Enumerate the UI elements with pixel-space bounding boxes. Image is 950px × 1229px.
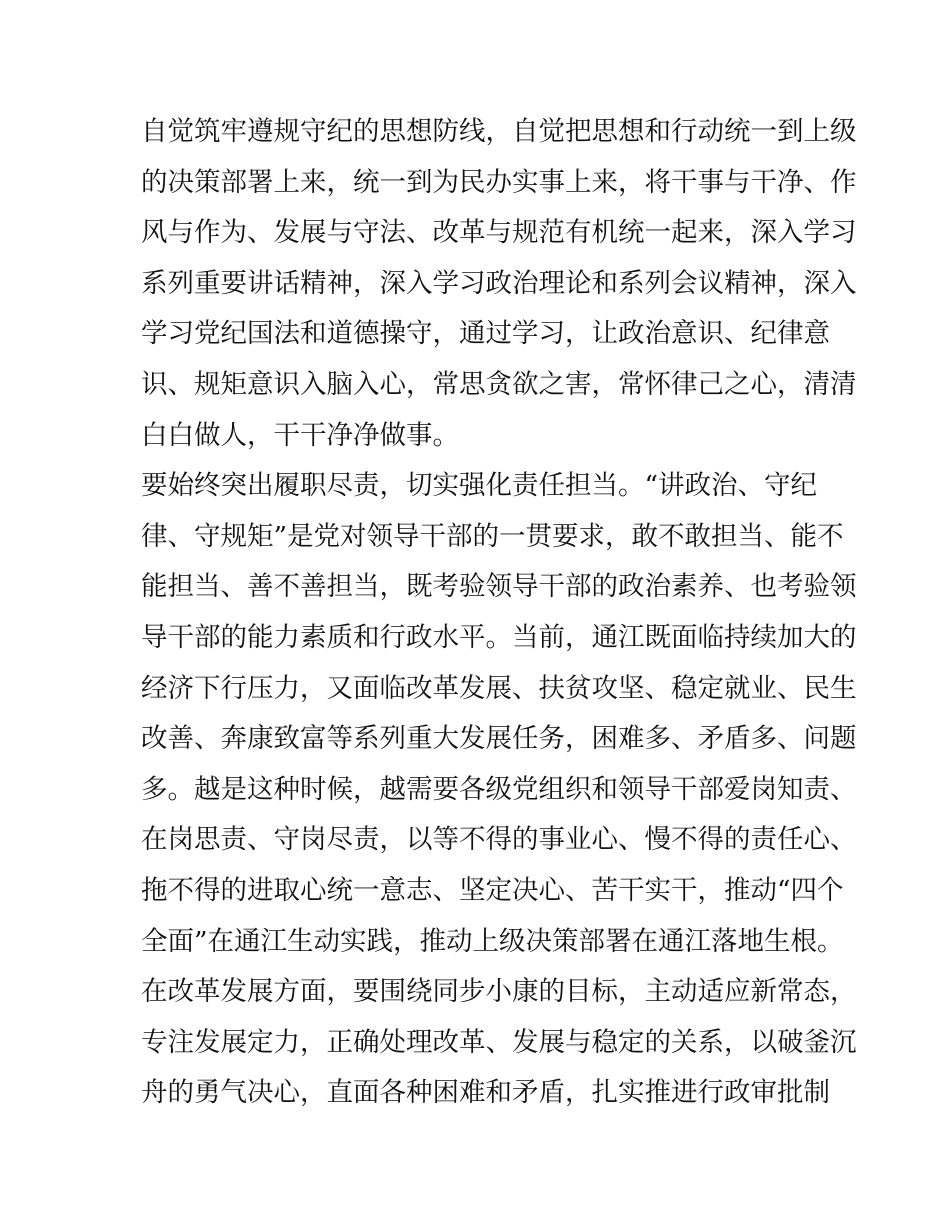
text-line: 风与作为、发展与守法、改革与规范有机统一起来，深入学习: [141, 217, 857, 249]
text-line: 律、守规矩”是党对领导干部的一贯要求，敢不敢担当、能不: [141, 520, 844, 552]
body-text: [141, 107, 857, 1119]
text-line: 学习党纪国法和道德操守，通过学习，让政治意识、纪律意: [141, 318, 830, 350]
text-line: 全面”在通江生动实践，推动上级决策部署在通江落地生根。: [141, 925, 844, 957]
text-line: 专注发展定力，正确处理改革、发展与稳定的关系，以破釜沉: [141, 1026, 857, 1058]
text-line: 在岗思责、守岗尽责，以等不得的事业心、慢不得的责任心、: [141, 824, 857, 856]
text-line: 的决策部署上来，统一到为民办实事上来，将干事与干净、作: [141, 166, 857, 198]
text-line: 白白做人，干干净净做事。: [141, 419, 459, 451]
text-line: 经济下行压力，又面临改革发展、扶贫攻坚、稳定就业、民生: [141, 672, 857, 704]
text-line: 能担当、善不善担当，既考验领导干部的政治素养、也考验领: [141, 571, 857, 603]
text-line: 系列重要讲话精神，深入学习政治理论和系列会议精神，深入: [141, 267, 857, 299]
text-line: 多。越是这种时候，越需要各级党组织和领导干部爱岗知责、: [141, 773, 857, 805]
text-line: 改善、奔康致富等系列重大发展任务，困难多、矛盾多、问题: [141, 723, 857, 755]
text-line: 在改革发展方面，要围绕同步小康的目标，主动适应新常态，: [141, 976, 857, 1008]
text-line: 拖不得的进取心统一意志、坚定决心、苦干实干，推动“四个: [141, 874, 844, 906]
text-line: 导干部的能力素质和行政水平。当前，通江既面临持续加大的: [141, 621, 857, 653]
text-line: 舟的勇气决心，直面各种困难和矛盾，扎实推进行政审批制: [141, 1077, 830, 1109]
text-line: 识、规矩意识入脑入心，常思贪欲之害，常怀律己之心，清清: [141, 368, 857, 400]
text-line: 要始终突出履职尽责，切实强化责任担当。“讲政治、守纪: [141, 470, 818, 502]
text-line: 自觉筑牢遵规守纪的思想防线，自觉把思想和行动统一到上级: [141, 116, 857, 147]
